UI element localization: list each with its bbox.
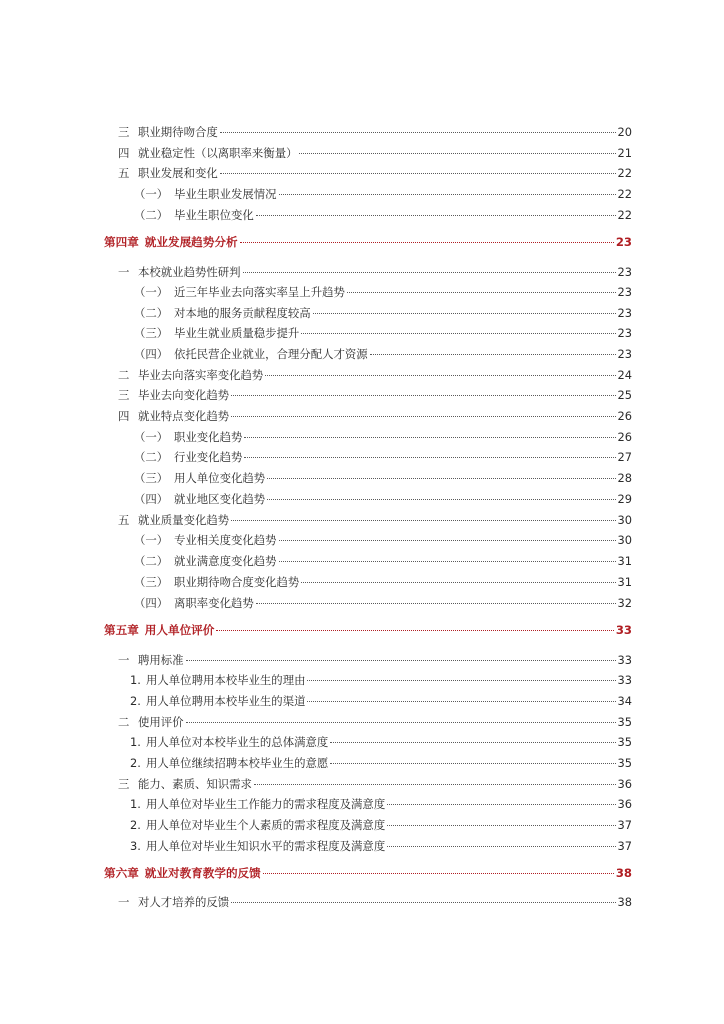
toc-dot-leader: [279, 540, 616, 541]
toc-dot-leader: [186, 660, 616, 661]
toc-page-number: 26: [617, 430, 632, 444]
toc-entry[interactable]: [130, 817, 632, 833]
toc-entry-number: （一）: [134, 187, 169, 201]
toc-entry-title: 使用评价: [138, 715, 184, 729]
toc-entry-title: 就业满意度变化趋势: [174, 554, 277, 568]
toc-page-number: 31: [617, 554, 632, 568]
toc-dot-leader: [387, 846, 615, 847]
toc-entry-number: （二）: [134, 450, 169, 464]
toc-page-number: 34: [617, 694, 632, 708]
toc-chapter-entry[interactable]: [104, 865, 632, 881]
toc-dot-leader: [231, 520, 615, 521]
toc-entry[interactable]: [134, 207, 632, 223]
toc-entry-number: 2.: [130, 694, 141, 708]
toc-entry-number: 四: [118, 409, 130, 423]
toc-page-number: 22: [617, 187, 632, 201]
toc-entry-title: 毕业生职位变化: [174, 208, 254, 222]
toc-entry-title: 用人单位聘用本校毕业生的理由: [146, 673, 306, 687]
toc-entry-title: 就业质量变化趋势: [138, 513, 230, 527]
toc-dot-leader: [244, 437, 615, 438]
toc-page-number: 33: [615, 623, 632, 637]
toc-entry-title: 用人单位继续招聘本校毕业生的意愿: [146, 756, 329, 770]
toc-chapter-entry[interactable]: [104, 622, 632, 638]
toc-entry-title: 就业地区变化趋势: [174, 492, 266, 506]
toc-entry[interactable]: [134, 325, 632, 341]
toc-entry-title: 职业期待吻合度: [138, 125, 218, 139]
toc-entry-number: 一: [118, 265, 130, 279]
toc-entry-title: 行业变化趋势: [174, 450, 243, 464]
toc-page-number: 28: [617, 471, 632, 485]
toc-page-number: 31: [617, 575, 632, 589]
toc-entry-number: 3.: [130, 839, 141, 853]
toc-entry-title: 用人单位评价: [144, 623, 215, 637]
toc-entry[interactable]: [134, 186, 632, 202]
toc-entry-title: 聘用标准: [138, 653, 184, 667]
toc-entry-title: 用人单位对毕业生个人素质的需求程度及满意度: [146, 818, 386, 832]
toc-dot-leader: [263, 873, 614, 874]
toc-entry-title: 毕业去向落实率变化趋势: [138, 368, 264, 382]
toc-entry-number: 第五章: [104, 623, 139, 637]
toc-page-number: 22: [617, 208, 632, 222]
toc-page-number: 23: [615, 235, 632, 249]
toc-entry-number: （一）: [134, 285, 169, 299]
toc-entry-title: 依托民营企业就业，合理分配人才资源: [174, 347, 368, 361]
toc-page-number: 20: [617, 125, 632, 139]
toc-page-number: 35: [617, 715, 632, 729]
toc-page-number: 33: [617, 673, 632, 687]
toc-entry-number: （三）: [134, 471, 169, 485]
toc-page-number: 29: [617, 492, 632, 506]
toc-entry-title: 就业特点变化趋势: [138, 409, 230, 423]
toc-entry-number: 二: [118, 715, 130, 729]
toc-page-number: 23: [617, 265, 632, 279]
toc-entry-number: （四）: [134, 596, 169, 610]
toc-entry-number: 1.: [130, 797, 141, 811]
toc-entry[interactable]: [130, 693, 632, 709]
toc-page-number: 24: [617, 368, 632, 382]
toc-entry[interactable]: [118, 714, 632, 730]
toc-page-number: 26: [617, 409, 632, 423]
toc-entry-title: 就业稳定性（以离职率来衡量）: [138, 146, 298, 160]
toc-entry-number: （三）: [134, 575, 169, 589]
toc-page-number: 25: [617, 388, 632, 402]
toc-entry-number: 二: [118, 368, 130, 382]
toc-entry-number: （一）: [134, 533, 169, 547]
toc-entry-number: （二）: [134, 306, 169, 320]
toc-entry[interactable]: [118, 408, 632, 424]
toc-entry[interactable]: [134, 595, 632, 611]
toc-page-number: 36: [617, 797, 632, 811]
toc-page-number: 21: [617, 146, 632, 160]
toc-dot-leader: [240, 242, 614, 243]
toc-dot-leader: [299, 153, 615, 154]
toc-entry-title: 用人单位对本校毕业生的总体满意度: [146, 735, 329, 749]
toc-entry-number: 2.: [130, 756, 141, 770]
toc-entry[interactable]: [118, 145, 632, 161]
toc-dot-leader: [186, 722, 616, 723]
toc-entry-number: （四）: [134, 492, 169, 506]
toc-entry-number: （三）: [134, 326, 169, 340]
toc-entry-title: 近三年毕业去向落实率呈上升趋势: [174, 285, 345, 299]
toc-entry[interactable]: [118, 367, 632, 383]
toc-entry[interactable]: [130, 734, 632, 750]
toc-page-number: 30: [617, 533, 632, 547]
toc-dot-leader: [216, 630, 613, 631]
toc-dot-leader: [267, 478, 615, 479]
toc-page-number: 37: [617, 818, 632, 832]
toc-dot-leader: [231, 395, 615, 396]
toc-dot-leader: [387, 825, 615, 826]
toc-entry[interactable]: [130, 755, 632, 771]
toc-entry-title: 毕业生就业质量稳步提升: [174, 326, 300, 340]
toc-entry[interactable]: [118, 652, 632, 668]
toc-entry-number: （二）: [134, 208, 169, 222]
toc-entry-title: 就业对教育教学的反馈: [144, 866, 261, 880]
toc-dot-leader: [231, 416, 615, 417]
toc-page-number: 38: [615, 866, 632, 880]
toc-entry-title: 用人单位对毕业生知识水平的需求程度及满意度: [146, 839, 386, 853]
toc-entry[interactable]: [118, 165, 632, 181]
toc-dot-leader: [279, 194, 616, 195]
toc-dot-leader: [301, 333, 615, 334]
toc-entry[interactable]: [134, 305, 632, 321]
toc-dot-leader: [370, 354, 616, 355]
toc-entry-title: 用人单位变化趋势: [174, 471, 266, 485]
toc-entry-title: 本校就业趋势性研判: [138, 265, 241, 279]
toc-page-number: 30: [617, 513, 632, 527]
toc-entry[interactable]: [130, 838, 632, 854]
toc-entry-title: 对人才培养的反馈: [138, 895, 230, 909]
toc-entry-number: 第六章: [104, 866, 139, 880]
toc-dot-leader: [330, 763, 615, 764]
toc-page-number: 23: [617, 285, 632, 299]
toc-page-number: 23: [617, 306, 632, 320]
toc-dot-leader: [244, 457, 615, 458]
toc-dot-leader: [254, 784, 616, 785]
toc-entry-title: 能力、素质、知识需求: [138, 777, 252, 791]
toc-entry-number: （四）: [134, 347, 169, 361]
toc-entry-title: 用人单位对毕业生工作能力的需求程度及满意度: [146, 797, 386, 811]
toc-page-number: 38: [617, 895, 632, 909]
toc-entry-title: 毕业生职业发展情况: [174, 187, 277, 201]
toc-entry-number: 四: [118, 146, 130, 160]
toc-entry-number: （二）: [134, 554, 169, 568]
toc-entry[interactable]: [118, 264, 632, 280]
toc-dot-leader: [220, 132, 616, 133]
toc-dot-leader: [256, 215, 616, 216]
toc-page-number: 36: [617, 777, 632, 791]
toc-entry[interactable]: [118, 894, 632, 910]
toc-entry-number: 五: [118, 166, 130, 180]
toc-entry-title: 离职率变化趋势: [174, 596, 254, 610]
toc-dot-leader: [220, 173, 616, 174]
toc-entry-number: 五: [118, 513, 130, 527]
toc-entry[interactable]: [134, 574, 632, 590]
toc-dot-leader: [330, 742, 615, 743]
toc-entry-number: 一: [118, 895, 130, 909]
toc-entry-number: 三: [118, 777, 130, 791]
toc-entry[interactable]: [118, 387, 632, 403]
toc-entry-title: 对本地的服务贡献程度较高: [174, 306, 311, 320]
toc-dot-leader: [387, 804, 615, 805]
toc-entry-title: 用人单位聘用本校毕业生的渠道: [146, 694, 306, 708]
toc-entry-number: 1.: [130, 735, 141, 749]
toc-entry-title: 职业发展和变化: [138, 166, 218, 180]
toc-entry[interactable]: [118, 512, 632, 528]
toc-dot-leader: [313, 313, 616, 314]
toc-dot-leader: [231, 902, 615, 903]
toc-dot-leader: [307, 680, 615, 681]
toc-entry[interactable]: [134, 553, 632, 569]
toc-dot-leader: [279, 561, 616, 562]
toc-entry[interactable]: [134, 284, 632, 300]
toc-entry-number: （一）: [134, 430, 169, 444]
toc-page-number: 35: [617, 756, 632, 770]
toc-entry-title: 职业期待吻合度变化趋势: [174, 575, 300, 589]
toc-entry[interactable]: [134, 429, 632, 445]
toc-chapter-entry[interactable]: [104, 234, 632, 250]
toc-entry-title: 职业变化趋势: [174, 430, 243, 444]
toc-entry[interactable]: [134, 470, 632, 486]
toc-dot-leader: [307, 701, 615, 702]
toc-entry-number: 一: [118, 653, 130, 667]
toc-page-number: 37: [617, 839, 632, 853]
toc-entry[interactable]: [134, 346, 632, 362]
toc-dot-leader: [243, 272, 616, 273]
toc-entry-title: 毕业去向变化趋势: [138, 388, 230, 402]
toc-page-number: 23: [617, 347, 632, 361]
toc-page-number: 23: [617, 326, 632, 340]
toc-entry[interactable]: [130, 672, 632, 688]
toc-dot-leader: [267, 499, 615, 500]
toc-page-number: 35: [617, 735, 632, 749]
toc-entry-title: 就业发展趋势分析: [144, 235, 238, 249]
toc-entry[interactable]: [134, 449, 632, 465]
toc-dot-leader: [301, 582, 615, 583]
toc-entry-number: 第四章: [104, 235, 139, 249]
toc-dot-leader: [265, 375, 615, 376]
toc-entry[interactable]: [134, 532, 632, 548]
toc-entry-number: 1.: [130, 673, 141, 687]
toc-entry-number: 2.: [130, 818, 141, 832]
toc-page-number: 27: [617, 450, 632, 464]
toc-entry[interactable]: [118, 124, 632, 140]
toc-dot-leader: [347, 292, 616, 293]
toc-entry[interactable]: [118, 776, 632, 792]
toc-dot-leader: [256, 603, 616, 604]
toc-page-number: 33: [617, 653, 632, 667]
toc-page-number: 32: [617, 596, 632, 610]
toc-entry-title: 专业相关度变化趋势: [174, 533, 277, 547]
toc-entry[interactable]: [134, 491, 632, 507]
toc-page-number: 22: [617, 166, 632, 180]
toc-entry-number: 三: [118, 388, 130, 402]
toc-entry[interactable]: [130, 796, 632, 812]
toc-entry-number: 三: [118, 125, 130, 139]
